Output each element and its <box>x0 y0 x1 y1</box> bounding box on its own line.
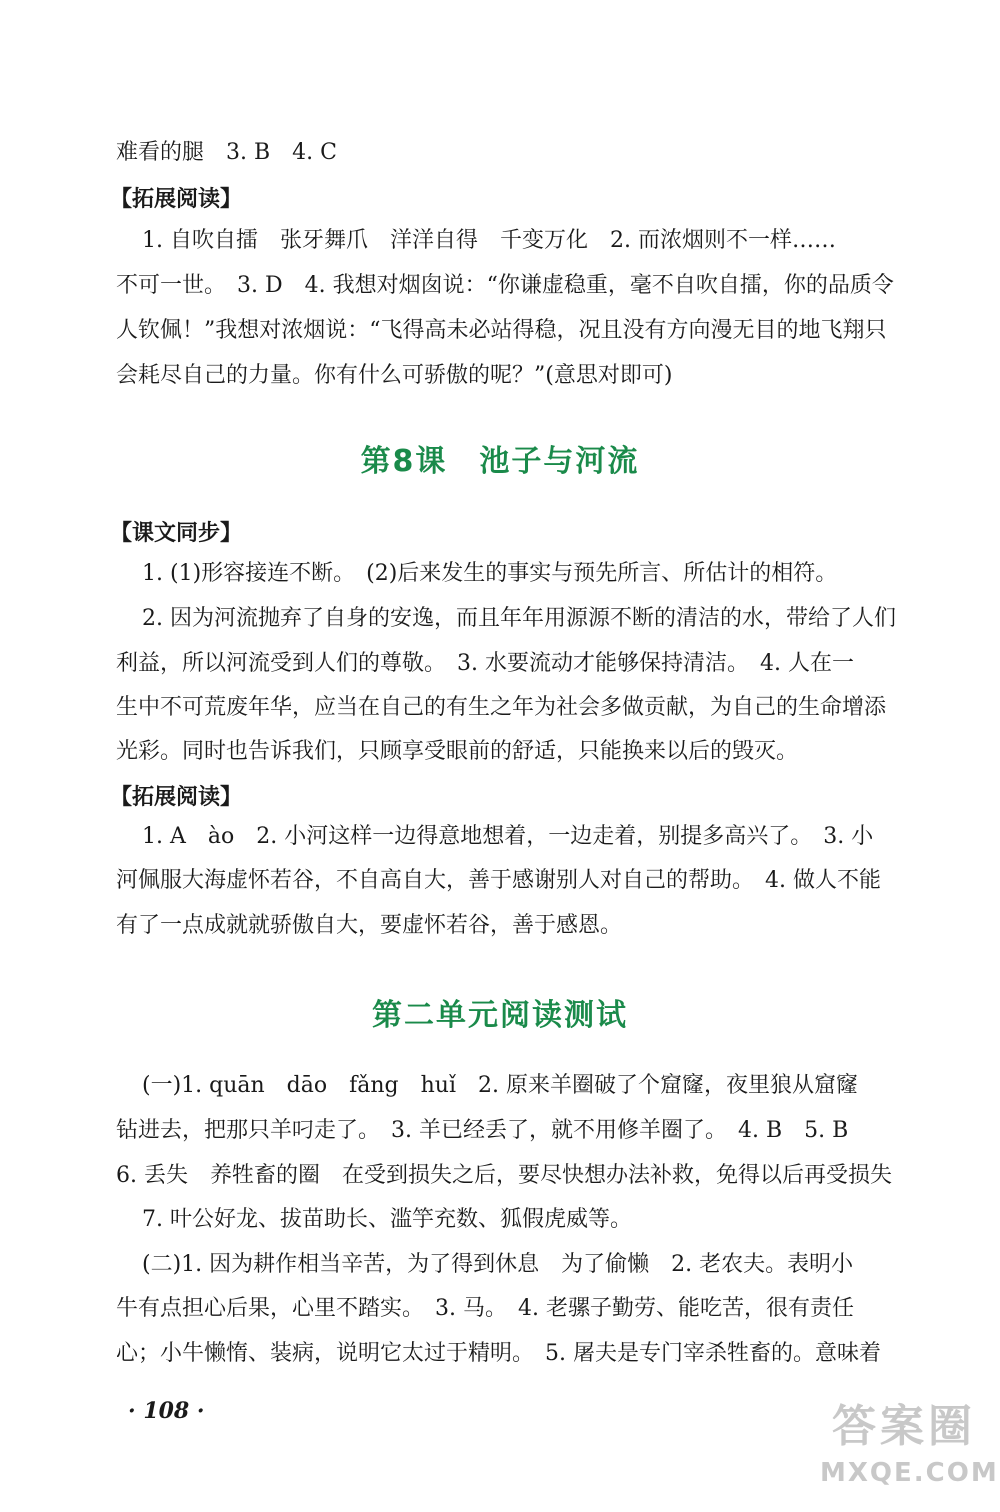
text-line: 河佩服大海虚怀若谷，不自高自大，善于感谢别人对自己的帮助。 4. 做人不能 <box>116 868 881 893</box>
text-line: 1. A ào 2. 小河这样一边得意地想着，一边走着，别提多高兴了。 3. 小 <box>142 824 874 849</box>
text-line: 6. 丢失 养牲畜的圈 在受到损失之后，要尽快想办法补救，免得以后再受损失 <box>116 1163 892 1188</box>
text-line: 牛有点担心后果，心里不踏实。 3. 马。 4. 老骡子勤劳、能吃苦，很有责任 <box>116 1296 854 1321</box>
text-line: 有了一点成就就骄傲自大，要虚怀若谷，善于感恩。 <box>116 913 623 938</box>
text-line: 利益，所以河流受到人们的尊敬。 3. 水要流动才能够保持清洁。 4. 人在一 <box>116 651 854 676</box>
text-line: 1. 自吹自擂 张牙舞爪 洋洋自得 千变万化 2. 而浓烟则不一样…… <box>142 228 836 253</box>
text-line: 难看的腿 3. B 4. C <box>116 140 337 165</box>
site-watermark-logo <box>820 1398 999 1502</box>
section-heading: 【拓展阅读】 <box>110 186 243 212</box>
text-line: 生中不可荒废年华，应当在自己的有生之年为社会多做贡献，为自己的生命增添 <box>116 695 887 720</box>
text-line: 人钦佩！”我想对浓烟说：“飞得高未必站得稳，况且没有方向漫无目的地飞翔只 <box>116 318 887 343</box>
text-line: 1. (1)形容接连不断。 (2)后来发生的事实与预先所言、所估计的相符。 <box>142 561 838 586</box>
lesson-title: 第8课 池子与河流 <box>360 444 640 479</box>
text-line: 会耗尽自己的力量。你有什么可骄傲的呢？”(意思对即可) <box>116 363 673 388</box>
unit-test-title: 第二单元阅读测试 <box>372 998 628 1033</box>
section-heading: 【课文同步】 <box>110 520 243 546</box>
text-line: (一)1. quān dāo fǎng huǐ 2. 原来羊圈破了个窟窿，夜里狼从窟窿 <box>142 1073 859 1098</box>
text-line: 光彩。同时也告诉我们，只顾享受眼前的舒适，只能换来以后的毁灭。 <box>116 739 799 764</box>
text-line: (二)1. 因为耕作相当辛苦，为了得到休息 为了偷懒 2. 老农夫。表明小 <box>142 1252 854 1277</box>
text-line: 钻进去，把那只羊叼走了。 3. 羊已经丢了，就不用修羊圈了。 4. B 5. B <box>116 1118 849 1143</box>
text-line: 心；小牛懒惰、装病，说明它太过于精明。 5. 屠夫是专门宰杀牲畜的。意味着 <box>116 1341 881 1366</box>
text-line: 不可一世。 3. D 4. 我想对烟囱说：“你谦虚稳重，毫不自吹自擂，你的品质令 <box>116 273 894 298</box>
page-number: · 108 · <box>128 1398 205 1424</box>
section-heading: 【拓展阅读】 <box>110 784 243 810</box>
text-line: 2. 因为河流抛弃了自身的安逸，而且年年用源源不断的清洁的水，带给了人们 <box>142 606 896 631</box>
watermark-bottom-text: MXQE.COM <box>820 1458 999 1488</box>
watermark-top-text: 答案圈 <box>832 1401 976 1452</box>
text-line: 7. 叶公好龙、拔苗助长、滥竽充数、狐假虎威等。 <box>142 1207 632 1232</box>
